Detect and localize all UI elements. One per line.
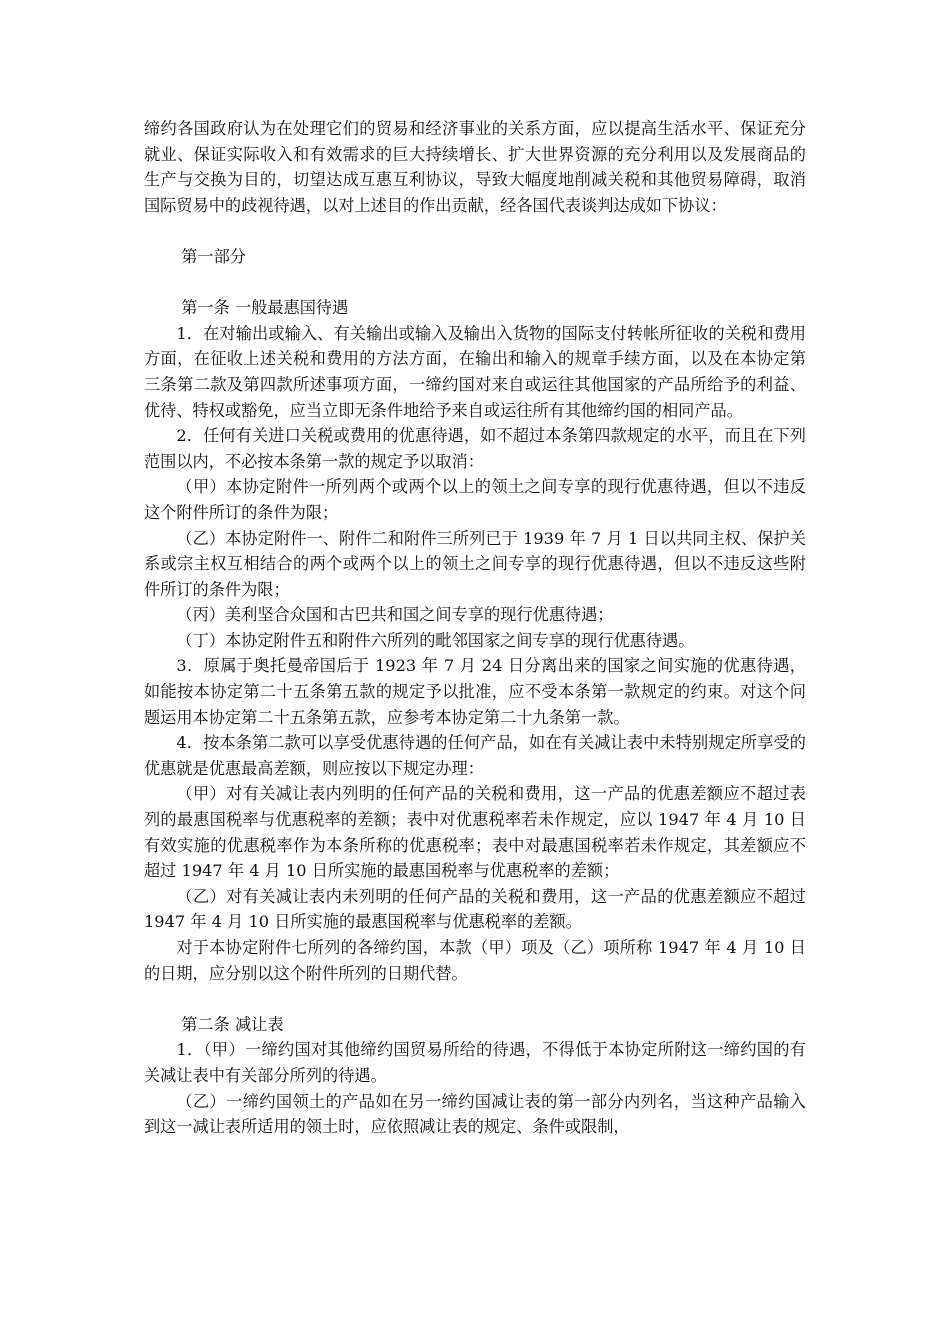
document-page (144, 116, 806, 1140)
article-1-item-a: （甲）本协定附件一所列两个或两个以上的领土之间专享的现行优惠待遇，但以不违反这个附件所订的条件为限； (144, 477, 806, 522)
article-1-para-4-item-a: （甲）对有关减让表内列明的任何产品的关税和费用，这一产品的优惠差额应不超过表列的最惠国税率与优惠税率的差额；表中对优惠税率若未作规定，应以 1947 年 4 月 10 日有效实施的优惠税率作为本条所称的优惠税率；表中对最惠国税率若未作规定，其差额应不超过 1947 年 4 月 10 日所实施的最惠国税率与优惠税率的差额； (144, 784, 806, 881)
article-2-para-1b: （乙）一缔约国领土的产品如在另一缔约国减让表的第一部分内列名，当这种产品输入到这一减让表所适用的领土时，应依照减让表的规定、条件或限制， (144, 1091, 806, 1137)
article-1-title: 第一条 一般最惠国待遇 (181, 298, 349, 318)
article-1-item-c: （丙）美利坚合众国和古巴共和国之间专享的现行优惠待遇； (176, 605, 614, 625)
spacer (144, 270, 806, 296)
article-1-item-d: （丁）本协定附件五和附件六所列的毗邻国家之间专享的现行优惠待遇。 (176, 630, 695, 650)
spacer (144, 218, 806, 244)
part-title: 第一部分 (181, 246, 246, 266)
article-2-para-1a: 1．（甲）一缔约国对其他缔约国贸易所给的待遇，不得低于本协定所附这一缔约国的有关减让表中有关部分所列的待遇。 (144, 1040, 806, 1085)
article-1-para-4-item-b: （乙）对有关减让表内未列明的任何产品的关税和费用，这一产品的优惠差额应不超过 1947 年 4 月 10 日所实施的最惠国税率与优惠税率的差额。 (144, 886, 806, 932)
preamble-paragraph: 缔约各国政府认为在处理它们的贸易和经济事业的关系方面，应以提高生活水平、保证充分就业、保证实际收入和有效需求的巨大持续增长、扩大世界资源的充分利用以及发展商品的生产与交换为目的，切望达成互惠互利协议，导致大幅度地削减关税和其他贸易障碍，取消国际贸易中的歧视待遇，以对上述目的作出贡献，经各国代表谈判达成如下协议： (144, 119, 806, 215)
article-2-title: 第二条 减让表 (181, 1014, 284, 1034)
article-1-item-b: （乙）本协定附件一、附件二和附件三所列已于 1939 年 7 月 1 日以共同主权、保护关系或宗主权互相结合的两个或两个以上的领土之间专享的现行优惠待遇，但以不违反这些附件所订的条件为限； (144, 528, 806, 599)
article-1-para-2: 2．任何有关进口关税或费用的优惠待遇，如不超过本条第四款规定的水平，而且在下列范围以内，不必按本条第一款的规定予以取消： (144, 426, 806, 471)
article-1-para-4-note: 对于本协定附件七所列的各缔约国，本款（甲）项及（乙）项所称 1947 年 4 月 10 日的日期，应分别以这个附件所列的日期代替。 (144, 938, 806, 983)
spacer (144, 986, 806, 1012)
article-1-para-1: 1．在对输出或输入、有关输出或输入及输出入货物的国际支付转帐所征收的关税和费用方面，在征收上述关税和费用的方法方面，在输出和输入的规章手续方面，以及在本协定第三条第二款及第四款所述事项方面，一缔约国对来自或运往其他国家的产品所给予的利益、优待、特权或豁免，应当立即无条件地给予来自或运往所有其他缔约国的相同产品。 (144, 323, 806, 420)
article-1-para-3: 3．原属于奥托曼帝国后于 1923 年 7 月 24 日分离出来的国家之间实施的优惠待遇，如能按本协定第二十五条第五款的规定予以批准，应不受本条第一款规定的约束。对这个问题运用本协定第二十五条第五款，应参考本协定第二十九条第一款。 (144, 656, 806, 727)
article-1-para-4: 4．按本条第二款可以享受优惠待遇的任何产品，如在有关减让表中未特别规定所享受的优惠就是优惠最高差额，则应按以下规定办理： (144, 733, 806, 778)
